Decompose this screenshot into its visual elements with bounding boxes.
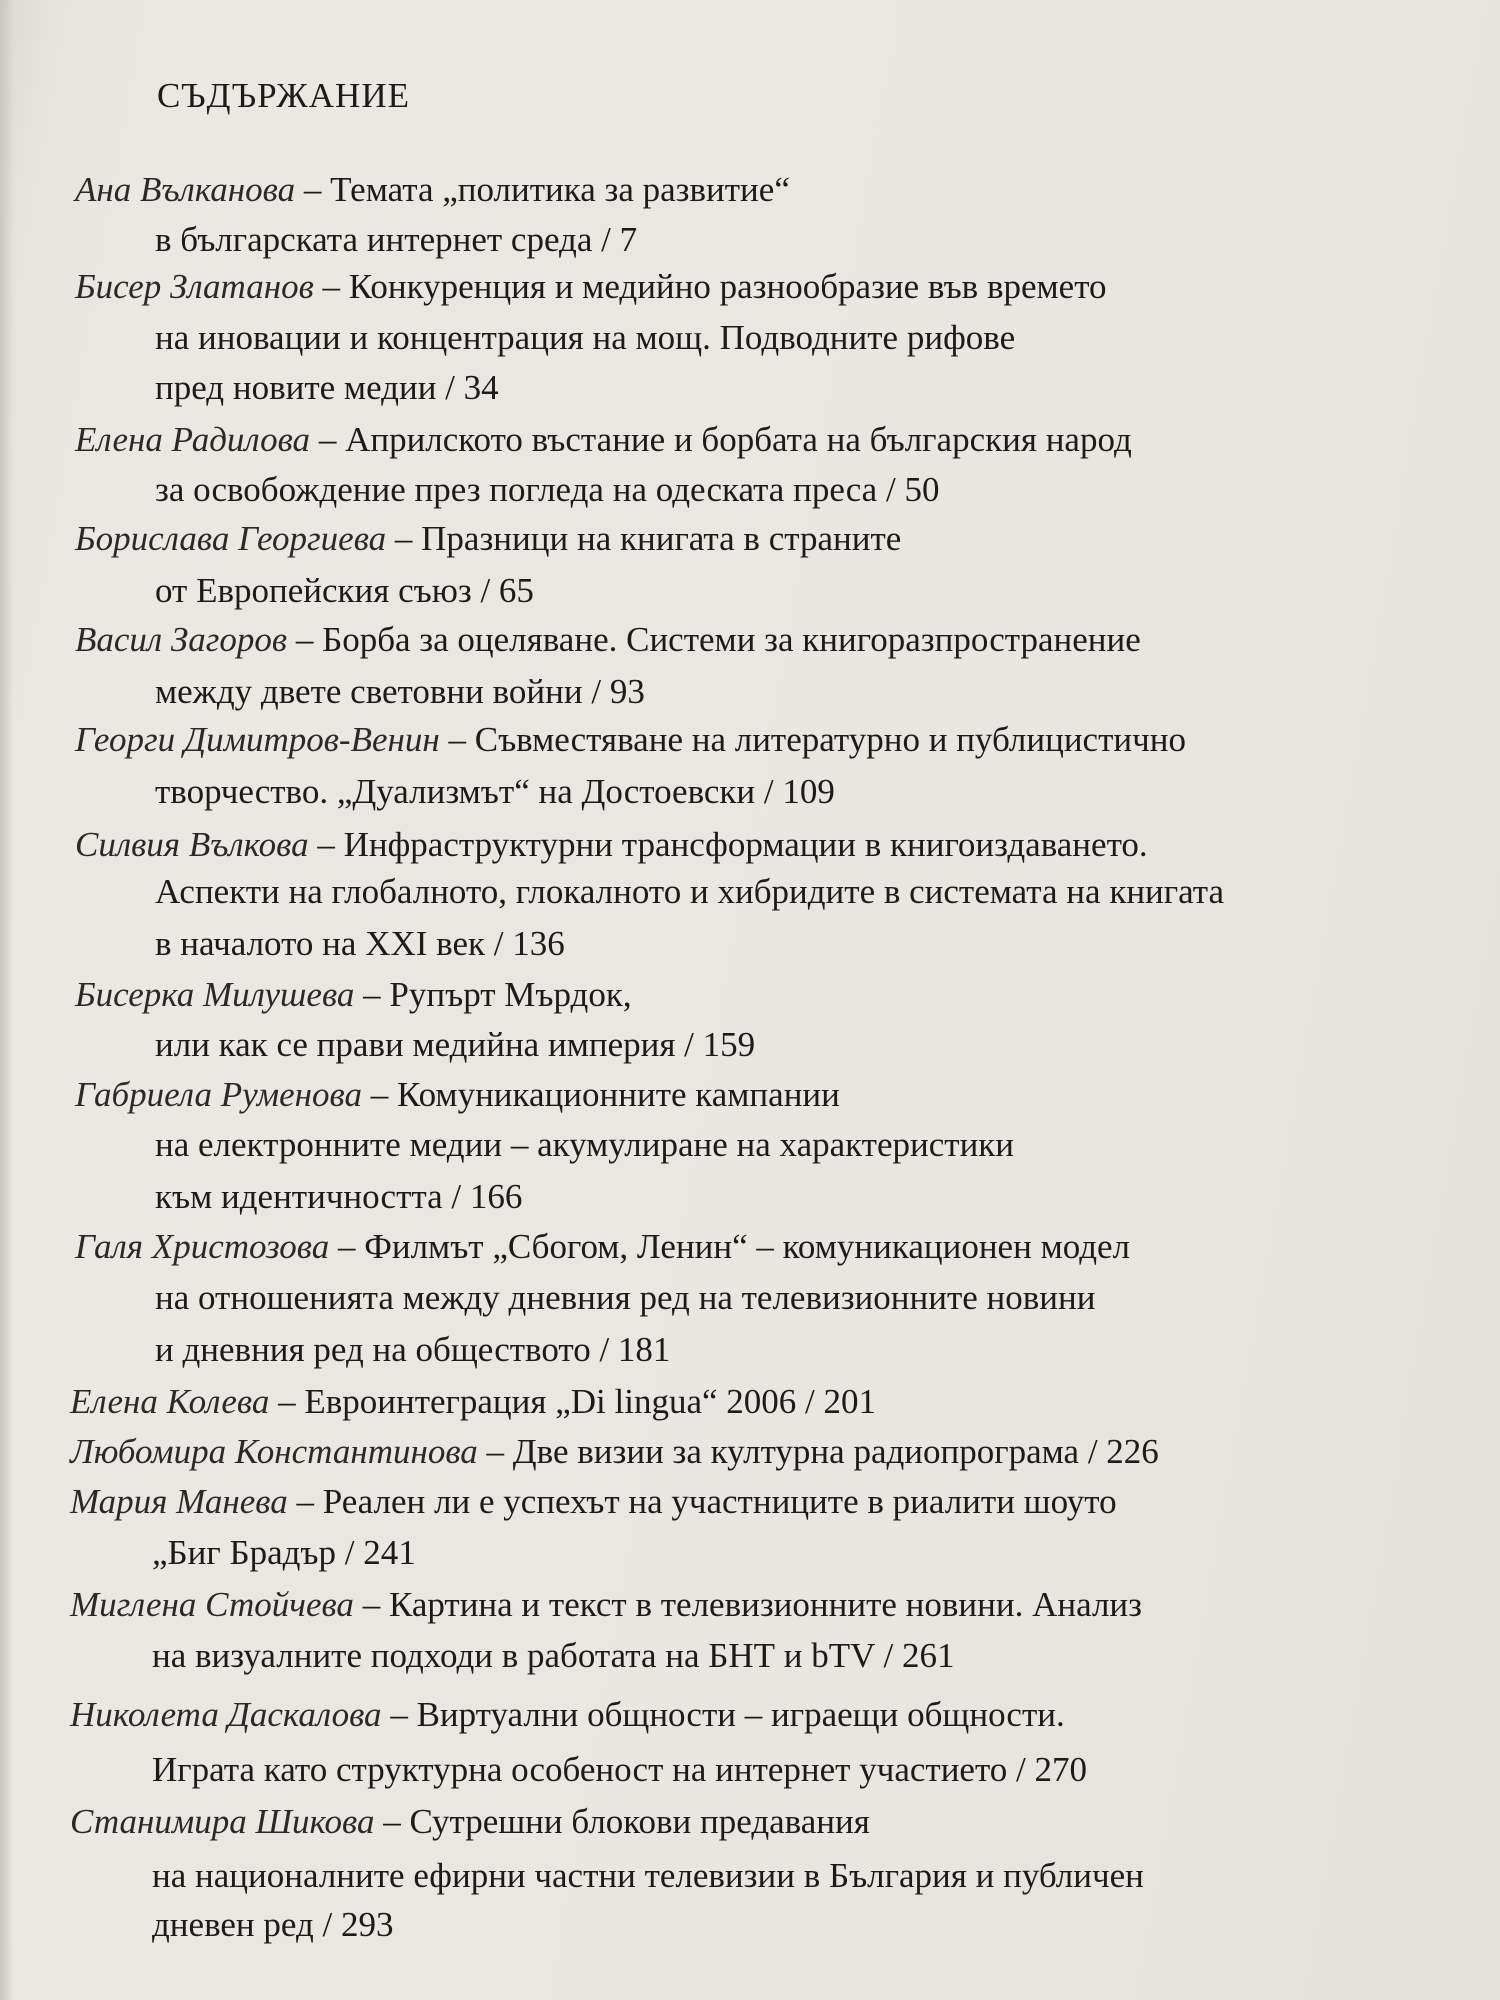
toc-entry-first-line: [70, 1695, 1065, 1735]
entry-title: – Борба за оцеляване. Системи за книгоразпространение: [295, 620, 1141, 659]
toc-entry-first-line: [75, 267, 1107, 307]
entry-author: Миглена Стойчева: [70, 1585, 354, 1624]
toc-entry-line: и дневния ред на обществото / 181: [155, 1330, 671, 1369]
toc-entry-line: за освобождение през погледа на одеската преса / 50: [155, 470, 940, 509]
toc-entry-line: творчество. „Дуализмът“ на Достоевски / 109: [155, 772, 835, 811]
toc-entry-line: в началото на XXI век / 136: [155, 924, 565, 963]
toc-entry-line: от Европейския съюз / 65: [155, 571, 534, 610]
toc-entry-line: дневен ред / 293: [152, 1905, 394, 1944]
toc-entry-line: или как се прави медийна империя / 159: [155, 1025, 756, 1064]
toc-entry-first-line: [75, 170, 790, 210]
toc-entry-first-line: [75, 720, 1186, 760]
entry-title: – Конкуренция и медийно разнообразие във времето: [322, 267, 1107, 306]
entry-author: Станимира Шикова: [70, 1802, 375, 1841]
toc-entry-first-line: [70, 1802, 870, 1842]
entry-author: Георги Димитров-Венин: [75, 720, 440, 759]
entry-author: Бисерка Милушева: [75, 975, 355, 1014]
entry-author: Любомира Константинова: [70, 1432, 478, 1471]
toc-entry-first-line: [75, 1227, 1130, 1267]
entry-title: – Филмът „Сбогом, Ленин“ – комуникационен модел: [337, 1227, 1131, 1266]
toc-entry-line: Аспекти на глобалното, глокалното и хибридите в системата на книгата: [155, 872, 1225, 911]
toc-entry-first-line: [75, 620, 1141, 660]
entry-author: Борислава Георгиева: [75, 519, 387, 558]
entry-author: Бисер Златанов: [75, 267, 314, 306]
toc-entry-first-line: [75, 1075, 840, 1115]
entry-author: Васил Загоров: [75, 620, 288, 659]
toc-entry-line: на иновации и концентрация на мощ. Подводните рифове: [155, 318, 1016, 357]
entry-title: – Темата „политика за развитие“: [303, 170, 790, 209]
entry-author: Галя Христозова: [75, 1227, 330, 1266]
entry-author: Габриела Руменова: [75, 1075, 362, 1114]
page-title: СЪДЪРЖАНИЕ: [157, 76, 410, 115]
entry-title: – Виртуални общности – играещи общности.: [390, 1695, 1065, 1734]
entry-author: Николета Даскалова: [70, 1695, 382, 1734]
toc-entry-first-line: [75, 825, 1148, 865]
entry-title: – Априлското въстание и борбата на българския народ: [318, 420, 1132, 459]
entry-title: – Празници на книгата в страните: [394, 519, 902, 558]
entry-author: Елена Радилова: [75, 420, 311, 459]
toc-entry-first-line: [70, 1382, 876, 1422]
toc-entry-line: на визуалните подходи в работата на БНТ и bTV / 261: [152, 1636, 955, 1675]
entry-title: – Две визии за културна радиопрограма / 226: [486, 1432, 1159, 1471]
entry-title: – Рупърт Мърдок,: [363, 975, 632, 1014]
toc-entry-first-line: [75, 519, 901, 559]
toc-entry-first-line: [70, 1432, 1159, 1472]
entry-author: Мария Манева: [70, 1482, 288, 1521]
toc-entry-line: Играта като структурна особеност на интернет участието / 270: [152, 1750, 1088, 1789]
entry-author: Елена Колева: [70, 1382, 270, 1421]
toc-entry-line: на националните ефирни частни телевизии в България и публичен: [152, 1856, 1144, 1895]
toc-entry-first-line: [70, 1482, 1117, 1522]
entry-title: – Картина и текст в телевизионните новини. Анализ: [362, 1585, 1142, 1624]
entry-title: – Евроинтеграция „Di lingua“ 2006 / 201: [278, 1382, 877, 1421]
toc-entry-line: между двете световни войни / 93: [155, 672, 645, 711]
entry-title: – Съвместяване на литературно и публицистично: [448, 720, 1186, 759]
entry-title: – Инфраструктурни трансформации в книгоиздаването.: [317, 825, 1148, 864]
toc-entry-first-line: [75, 975, 632, 1015]
toc-entry-line: на електронните медии – акумулиране на характеристики: [155, 1125, 1015, 1164]
entry-author: Силвия Вълкова: [75, 825, 309, 864]
toc-entry-line: към идентичността / 166: [155, 1177, 523, 1216]
entry-author: Ана Вълканова: [75, 170, 296, 209]
toc-entry-line: пред новите медии / 34: [155, 368, 499, 407]
toc-entry-line: в българската интернет среда / 7: [155, 220, 638, 259]
toc-entry-line: „Биг Брадър / 241: [152, 1533, 416, 1572]
entry-title: – Сутрешни блокови предавания: [383, 1802, 870, 1841]
entry-title: – Комуникационните кампании: [370, 1075, 840, 1114]
toc-entry-first-line: [70, 1585, 1142, 1625]
toc-entry-line: на отношенията между дневния ред на телевизионните новини: [155, 1278, 1096, 1317]
entry-title: – Реален ли е успехът на участниците в риалити шоуто: [296, 1482, 1117, 1521]
toc-entry-first-line: [75, 420, 1132, 460]
